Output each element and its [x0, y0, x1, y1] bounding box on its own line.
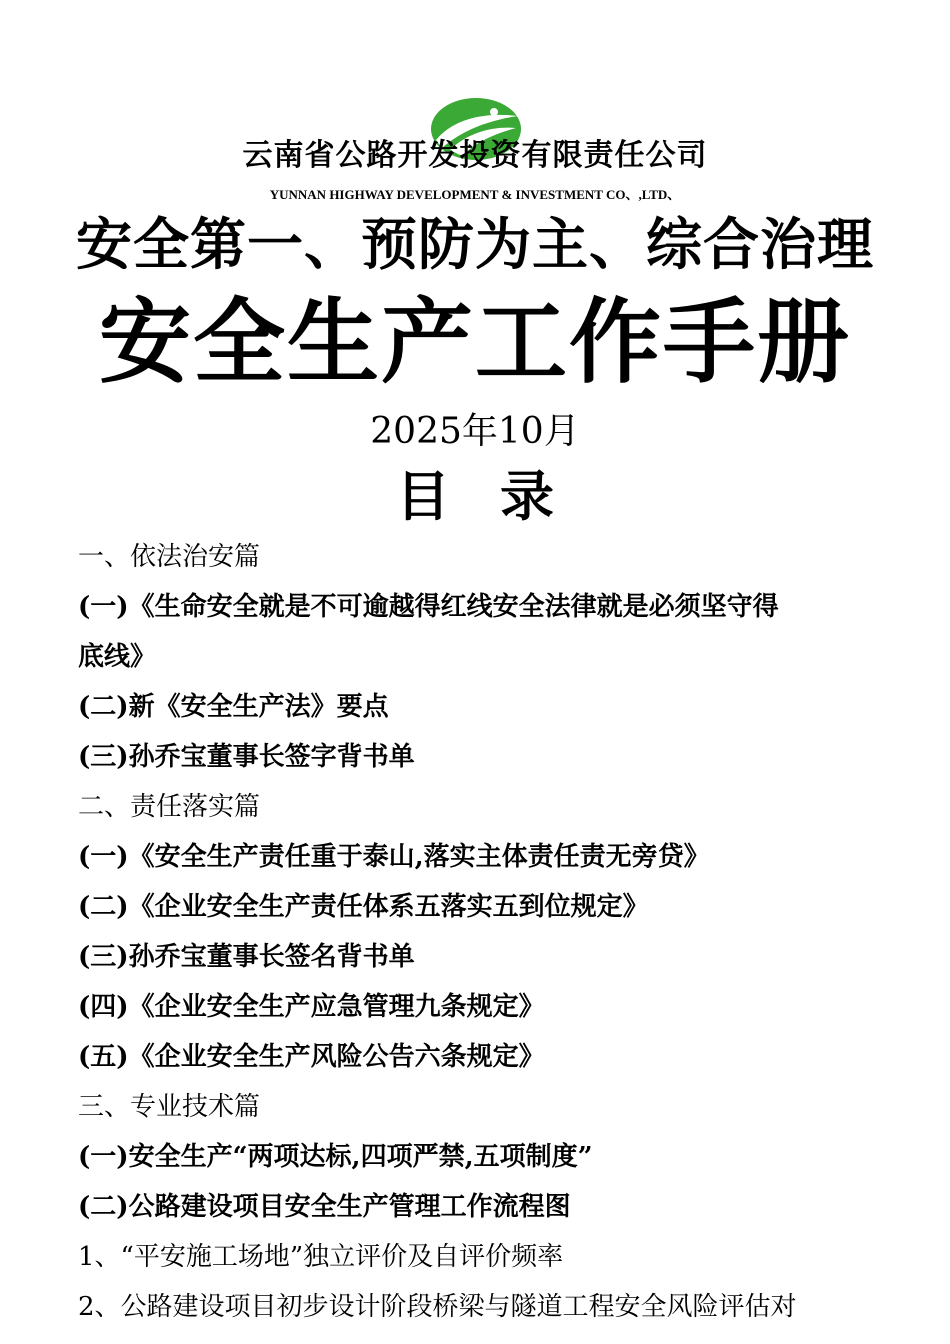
page-title: 安全生产工作手册: [98, 288, 851, 396]
toc-item: (一)《生命安全就是不可逾越得红线安全法律就是必须坚守得: [78, 592, 779, 622]
toc-item: (二)新《安全生产法》要点: [78, 692, 389, 722]
toc-item: (三)孙乔宝董事长签名背书单: [78, 942, 415, 972]
toc-item: (一)《安全生产责任重于泰山,落实主体责任责无旁贷》: [78, 842, 710, 872]
toc-item: (一)安全生产“两项达标,四项严禁,五项制度”: [78, 1142, 593, 1172]
safety-slogan: 安全第一、预防为主、综合治理: [76, 212, 874, 278]
toc-item: (三)孙乔宝董事长签字背书单: [78, 742, 415, 772]
toc-section: 二、责任落实篇: [78, 792, 261, 822]
toc-section: 一、依法治安篇: [78, 542, 261, 572]
publication-date: 2025年10月: [370, 411, 580, 452]
toc-item: (二)公路建设项目安全生产管理工作流程图: [78, 1192, 571, 1222]
toc-subitem: 1、“平安施工场地”独立评价及自评价频率: [78, 1242, 564, 1272]
toc-section: 三、专业技术篇: [78, 1092, 261, 1122]
toc-subitem: 2、公路建设项目初步设计阶段桥梁与隧道工程安全风险评估对: [78, 1292, 797, 1322]
toc-item: 底线》: [78, 642, 157, 672]
toc-item: (四)《企业安全生产应急管理九条规定》: [78, 992, 545, 1022]
table-of-contents: [78, 532, 878, 1332]
company-name-en: YUNNAN HIGHWAY DEVELOPMENT & INVESTMENT CO、,LTD、: [269, 187, 681, 202]
toc-item: (五)《企业安全生产风险公告六条规定》: [78, 1042, 545, 1072]
toc-heading: 目录: [396, 464, 604, 528]
toc-item: (二)《企业安全生产责任体系五落实五到位规定》: [78, 892, 649, 922]
company-name-cn: 云南省公路开发投资有限责任公司: [242, 138, 708, 173]
